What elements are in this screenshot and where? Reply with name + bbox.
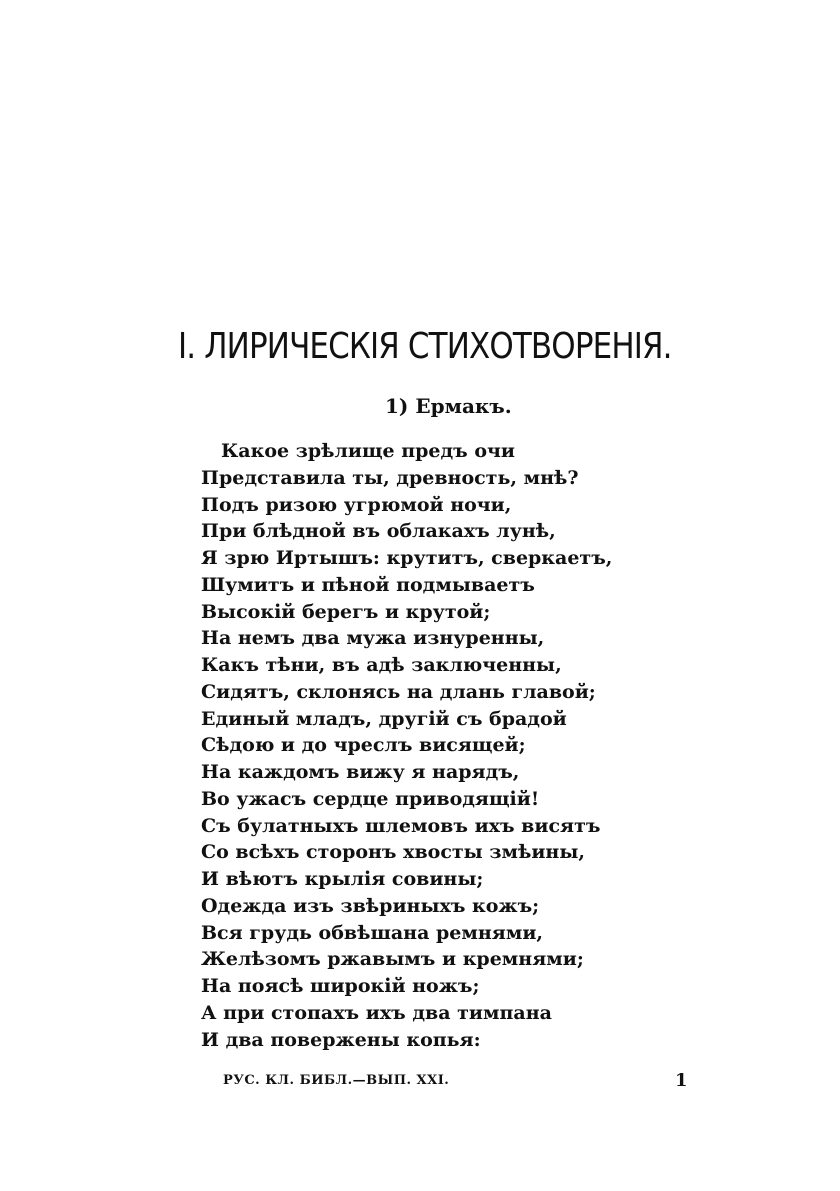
poem-line: Какъ тѣни, въ адѣ заключенны, (201, 654, 562, 676)
poem-line: Вся грудь обвѣшана ремнями, (201, 921, 544, 944)
poem-line: Подъ ризою угрюмой ночи, (201, 493, 512, 516)
poem-title: 1) Ермакъ. (385, 394, 512, 418)
footer-signature: РУС. КЛ. БИБЛ.—ВЫП. XXI. (223, 1073, 450, 1088)
poem-text (201, 438, 621, 1053)
poem-line: Во ужасъ сердце приводящій! (201, 787, 540, 810)
poem-line: А при стопахъ ихъ два тимпана (201, 1001, 552, 1024)
poem-line: Съ булатныхъ шлемовъ ихъ висятъ (201, 814, 601, 837)
poem-line: На каждомъ вижу я нарядъ, (201, 761, 520, 783)
poem-line: И два повержены копья: (201, 1028, 481, 1051)
page-number: 1 (675, 1070, 688, 1091)
poem-line: Сѣдою и до чреслъ висящей; (201, 734, 526, 757)
poem-line: На немъ два мужа изнуренны, (201, 627, 545, 650)
poem-line: И вѣютъ крылія совины; (201, 868, 484, 890)
poem-line: Одежда изъ звѣриныхъ кожъ; (201, 894, 540, 917)
poem-line: Со всѣхъ сторонъ хвосты змѣины, (201, 841, 585, 864)
poem-line: Высокій берегъ и крутой; (201, 600, 491, 623)
poem-line: На поясѣ широкій ножъ; (201, 975, 480, 997)
poem-line: Единый младъ, другій съ брадой (201, 707, 567, 730)
poem-line: Шумитъ и пѣной подмываетъ (201, 573, 535, 596)
poem-line: При блѣдной въ облакахъ лунѣ, (201, 520, 556, 543)
poem-line: Я зрю Иртышъ: крутитъ, сверкаетъ, (201, 547, 613, 569)
poem-line: Какое зрѣлище предъ очи (221, 440, 516, 462)
poem-line: Представила ты, древность, мнѣ? (201, 466, 579, 489)
poem-line: Сидятъ, склонясь на длань главой; (201, 680, 596, 703)
poem-line: Желѣзомъ ржавымъ и кремнями; (201, 948, 584, 971)
section-title: I. ЛИРИЧЕСКІЯ СТИХОТВОРЕНІЯ. (178, 326, 672, 367)
